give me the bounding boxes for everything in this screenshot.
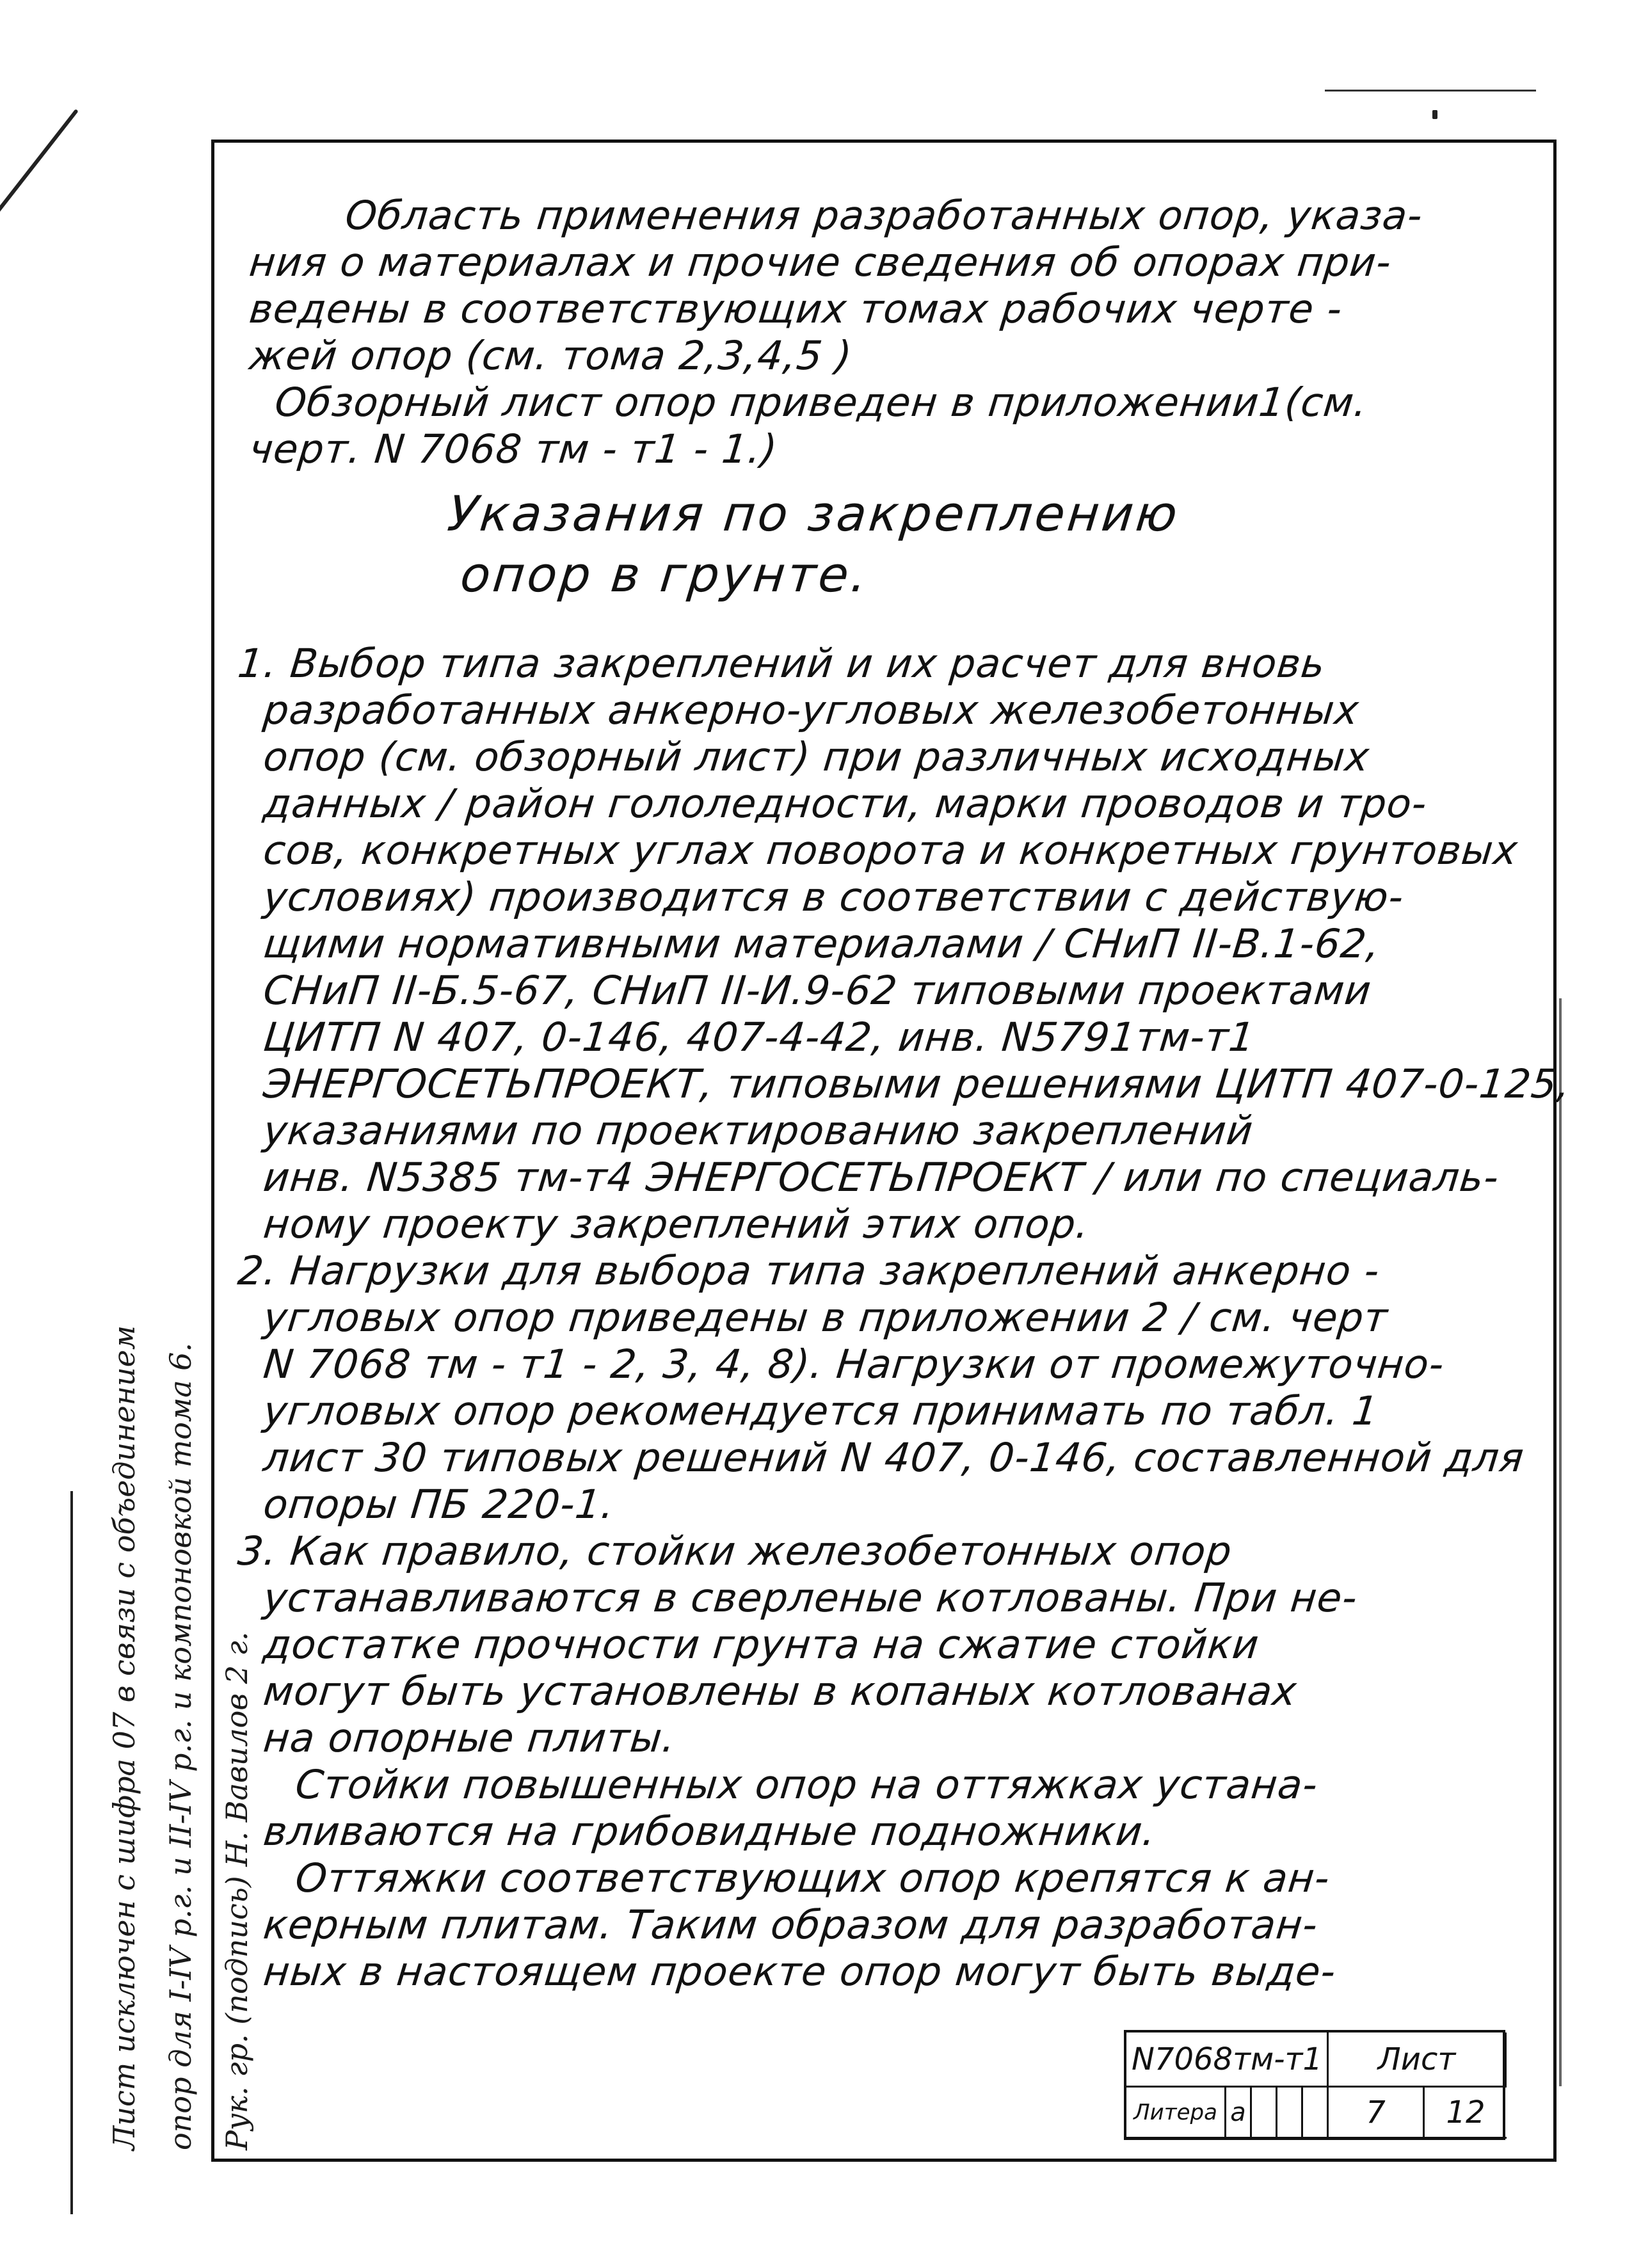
list-line: щими нормативными материалами / СНиП II-В.1-62, [261,920,1382,967]
heading-line: опор в грунте. [458,546,872,603]
list-line: Оттяжки соответствующих опор крепятся к ан- [293,1855,1333,1901]
intro-line: ния о материалах и прочие сведения об опорах при- [247,239,1394,285]
list-line: СНиП II-Б.5-67, СНиП II-И.9-62 типовыми проектами [261,967,1374,1014]
list-line: керным плитам. Таким образом для разработан- [261,1901,1320,1948]
list-line: ных в настоящем проекте опор могут быть выде- [261,1948,1339,1995]
sheet-total: 12 [1425,2088,1507,2139]
heading-line: Указания по закреплению [445,485,1183,542]
intro-paragraph [247,192,1530,472]
list-line: могут быть установлены в копаных котлованах [261,1668,1299,1714]
margin-annotation-line: опор для I-IV р.г. и II-IV р.г. и компоновкой тома 6. [163,1342,198,2150]
top-edge-mark [1432,110,1437,119]
list-line: ЭНЕРГОСЕТЬПРОЕКТ, типовыми решениями ЦИТП 407-0-125, [261,1060,1573,1107]
empty-cell [1303,2088,1329,2139]
list-line: лист 30 типовых решений N 407, 0-146, составленной для [261,1434,1527,1481]
section-heading [445,483,1183,605]
list-line: угловых опор рекомендуется принимать по табл. 1 [261,1387,1381,1434]
sheet-label: Лист [1329,2032,1507,2088]
intro-line: жей опор (см. тома 2,3,4,5 ) [247,332,855,379]
title-block-stamp [1124,2030,1505,2140]
sheet-number: 7 [1329,2088,1425,2139]
list-line: опор (см. обзорный лист) при различных исходных [261,733,1372,780]
right-margin-rule [1559,998,1562,2086]
numbered-instructions [236,640,1573,1995]
litera-value: а [1226,2088,1252,2139]
intro-line: черт. N 7068 тм - т1 - 1.) [247,426,780,472]
intro-line: Область применения разработанных опор, указа- [343,192,1425,239]
corner-pen-stroke [0,109,79,217]
list-line: 1. Выбор типа закреплений и их расчет для вновь [236,640,1328,687]
list-line: достатке прочности грунта на сжатие стойки [261,1621,1261,1668]
empty-cell [1277,2088,1303,2139]
list-line: инв. N5385 тм-т4 ЭНЕРГОСЕТЬПРОЕКТ / или по специаль- [261,1154,1501,1201]
list-line: сов, конкретных углах поворота и конкретных грунтовых [261,827,1521,874]
list-line: условиях) производится в соответствии с действую- [261,874,1407,920]
list-line: разработанных анкерно-угловых железобетонных [261,687,1362,733]
margin-annotation-line: Лист исключен с шифра 07 в связи с объединением [107,1325,141,2150]
list-line: ЦИТП N 407, 0-146, 407-4-42, инв. N5791тм-т1 [261,1014,1258,1060]
margin-annotation-line: Рук. гр. (подпись) Н. Вавилов 2 г. [220,1631,254,2150]
left-margin-rule [70,1491,73,2214]
document-code: N7068тм-т1 [1126,2032,1329,2088]
intro-line: ведены в соответствующих томах рабочих черте - [247,285,1345,332]
list-line: N 7068 тм - т1 - 2, 3, 4, 8). Нагрузки от промежуточно- [261,1341,1447,1387]
list-line: опоры ПБ 220-1. [261,1481,617,1528]
intro-line: Обзорный лист опор приведен в приложении1(см. [273,379,1370,426]
list-line: Стойки повышенных опор на оттяжках устана- [293,1761,1320,1808]
list-line: указаниями по проектированию закреплений [261,1107,1256,1154]
list-line: вливаются на грибовидные подножники. [261,1808,1158,1855]
top-edge-line [1325,90,1536,92]
list-line: данных / район гололедности, марки проводов и тро- [261,780,1430,827]
list-line: угловых опор приведены в приложении 2 / см. черт [261,1294,1391,1341]
list-line: 3. Как правило, стойки железобетонных опор [236,1528,1235,1574]
list-line: на опорные плиты. [261,1714,678,1761]
litera-label: Литера [1126,2088,1226,2139]
margin-annotation [96,1040,422,2150]
empty-cell [1252,2088,1277,2139]
list-line: 2. Нагрузки для выбора типа закреплений анкерно - [236,1247,1382,1294]
list-line: устанавливаются в сверленые котлованы. При не- [261,1574,1360,1621]
list-line: ному проекту закреплений этих опор. [261,1201,1092,1247]
